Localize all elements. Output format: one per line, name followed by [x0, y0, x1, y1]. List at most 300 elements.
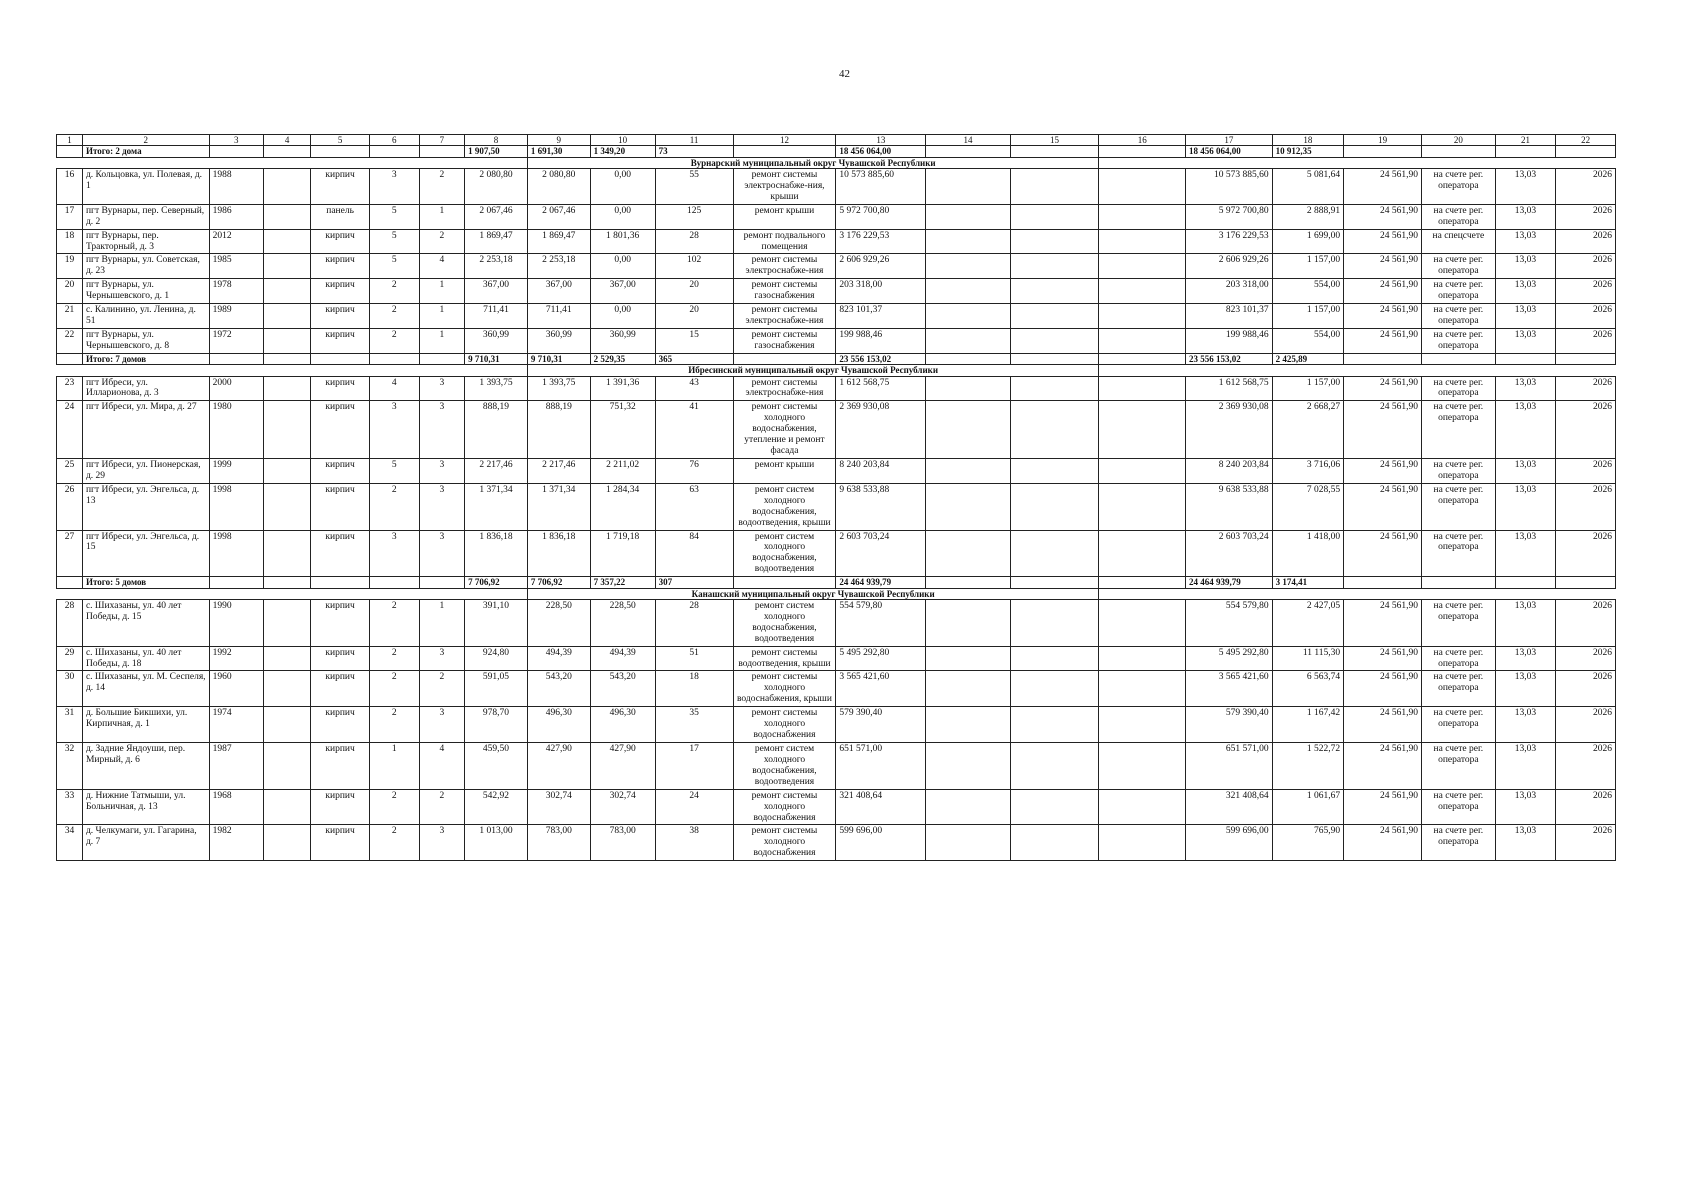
- total-value: 24 464 939,79: [1186, 577, 1273, 588]
- empty-cell: [926, 329, 1010, 354]
- year-renovated: [263, 789, 311, 825]
- empty-cell: [1010, 376, 1099, 401]
- residents: 43: [655, 376, 733, 401]
- owned-area: 367,00: [590, 279, 655, 304]
- table-row: [57, 329, 1616, 354]
- empty-cell: [926, 742, 1010, 789]
- address: пгт Ибреси, ул. Энгельса, д. 15: [82, 530, 209, 577]
- empty-cell: [1099, 376, 1186, 401]
- empty-cell: [1099, 599, 1186, 646]
- year-renovated: [263, 279, 311, 304]
- total-value: 24 464 939,79: [836, 577, 926, 588]
- residents: 24: [655, 789, 733, 825]
- empty-cell: [1099, 169, 1186, 205]
- owned-area: 543,20: [590, 671, 655, 707]
- residential-area: 711,41: [527, 304, 590, 329]
- total-value: 9 710,31: [465, 353, 528, 364]
- owned-area: 302,74: [590, 789, 655, 825]
- cost-per-sqm: 1 061,67: [1272, 789, 1343, 825]
- plan-year: 2026: [1556, 530, 1616, 577]
- empty-cell: [1099, 577, 1186, 588]
- wall-material: кирпич: [311, 530, 369, 577]
- row-number: 18: [57, 229, 83, 254]
- limit-per-sqm: 24 561,90: [1344, 707, 1422, 743]
- empty-cell: [209, 146, 263, 157]
- limit-per-sqm: 24 561,90: [1344, 789, 1422, 825]
- plan-year: 2026: [1556, 401, 1616, 459]
- empty-cell: [1010, 169, 1099, 205]
- residents: 28: [655, 229, 733, 254]
- limit-per-sqm: 24 561,90: [1344, 376, 1422, 401]
- row-number: 26: [57, 483, 83, 530]
- column-number: 1: [57, 135, 83, 146]
- floors: 2: [369, 789, 419, 825]
- empty-cell: [1099, 304, 1186, 329]
- total-area: 924,80: [465, 646, 528, 671]
- total-value: 1 691,30: [527, 146, 590, 157]
- empty-cell: [1099, 646, 1186, 671]
- table-row: [57, 229, 1616, 254]
- limit-per-sqm: 24 561,90: [1344, 169, 1422, 205]
- row-number: 34: [57, 825, 83, 861]
- empty-cell: [1010, 254, 1099, 279]
- empty-cell: [926, 577, 1010, 588]
- residential-area: 427,90: [527, 742, 590, 789]
- fund-method: на счете рег. оператора: [1422, 304, 1496, 329]
- column-number: 17: [1186, 135, 1273, 146]
- empty-cell: [1099, 459, 1186, 484]
- total-area: 459,50: [465, 742, 528, 789]
- owned-area: 228,50: [590, 599, 655, 646]
- entrances: 1: [419, 304, 464, 329]
- entrances: 3: [419, 825, 464, 861]
- row-number: 32: [57, 742, 83, 789]
- address: пгт Ибреси, ул. Илларионова, д. 3: [82, 376, 209, 401]
- residential-area: 496,30: [527, 707, 590, 743]
- residential-area: 360,99: [527, 329, 590, 354]
- total-value: 2 425,89: [1272, 353, 1343, 364]
- cost-per-sqm: 1 699,00: [1272, 229, 1343, 254]
- empty-cell: [263, 577, 311, 588]
- table-row: [57, 599, 1616, 646]
- empty-cell: [1010, 204, 1099, 229]
- empty-cell: [926, 146, 1010, 157]
- address: д. Большие Бикшихи, ул. Кирпичная, д. 1: [82, 707, 209, 743]
- wall-material: кирпич: [311, 599, 369, 646]
- year-renovated: [263, 229, 311, 254]
- limit-per-sqm: 24 561,90: [1344, 304, 1422, 329]
- column-number: 20: [1422, 135, 1496, 146]
- empty-cell: [1099, 588, 1616, 599]
- empty-cell: [926, 530, 1010, 577]
- table-row: [57, 169, 1616, 205]
- year-built: 1978: [209, 279, 263, 304]
- fund-method: на счете рег. оператора: [1422, 254, 1496, 279]
- total-area: 711,41: [465, 304, 528, 329]
- column-number: 3: [209, 135, 263, 146]
- cost-sum: 651 571,00: [1186, 742, 1273, 789]
- owned-area: 1 719,18: [590, 530, 655, 577]
- empty-cell: [369, 353, 419, 364]
- column-number: 8: [465, 135, 528, 146]
- empty-cell: [1010, 353, 1099, 364]
- owned-area: 2 211,02: [590, 459, 655, 484]
- column-number: 10: [590, 135, 655, 146]
- fund-method: на счете рег. оператора: [1422, 599, 1496, 646]
- contribution: 13,03: [1495, 229, 1556, 254]
- work-type: ремонт системы холодного водоснабжения: [733, 789, 836, 825]
- address: пгт Ибреси, ул. Мира, д. 27: [82, 401, 209, 459]
- contribution: 13,03: [1495, 825, 1556, 861]
- work-type: ремонт систем холодного водоснабжения, водоотведения: [733, 599, 836, 646]
- year-built: 1990: [209, 599, 263, 646]
- empty-cell: [1010, 146, 1099, 157]
- floors: 5: [369, 459, 419, 484]
- contribution: 13,03: [1495, 707, 1556, 743]
- total-area: 2 253,18: [465, 254, 528, 279]
- year-renovated: [263, 204, 311, 229]
- cost-total: 2 369 930,08: [836, 401, 926, 459]
- residential-area: 783,00: [527, 825, 590, 861]
- owned-area: 0,00: [590, 169, 655, 205]
- cost-sum: 1 612 568,75: [1186, 376, 1273, 401]
- year-built: 2012: [209, 229, 263, 254]
- owned-area: 360,99: [590, 329, 655, 354]
- total-label: Итого: 2 дома: [82, 146, 209, 157]
- residents: 17: [655, 742, 733, 789]
- address: пгт Вурнары, ул. Чернышевского, д. 8: [82, 329, 209, 354]
- floors: 3: [369, 169, 419, 205]
- total-area: 2 217,46: [465, 459, 528, 484]
- floors: 2: [369, 483, 419, 530]
- fund-method: на счете рег. оператора: [1422, 789, 1496, 825]
- table-row: [57, 646, 1616, 671]
- fund-method: на счете рег. оператора: [1422, 646, 1496, 671]
- table-row: [57, 530, 1616, 577]
- work-type: ремонт системы водоотведения, крыши: [733, 646, 836, 671]
- entrances: 1: [419, 204, 464, 229]
- limit-per-sqm: 24 561,90: [1344, 279, 1422, 304]
- plan-year: 2026: [1556, 459, 1616, 484]
- wall-material: кирпич: [311, 789, 369, 825]
- plan-year: 2026: [1556, 742, 1616, 789]
- year-built: 1992: [209, 646, 263, 671]
- total-value: 18 456 064,00: [1186, 146, 1273, 157]
- column-number: 2: [82, 135, 209, 146]
- empty-cell: [733, 577, 836, 588]
- floors: 2: [369, 825, 419, 861]
- floors: 3: [369, 401, 419, 459]
- column-number: 11: [655, 135, 733, 146]
- empty-cell: [1099, 707, 1186, 743]
- contribution: 13,03: [1495, 742, 1556, 789]
- cost-total: 203 318,00: [836, 279, 926, 304]
- address: д. Нижние Татмыши, ул. Больничная, д. 13: [82, 789, 209, 825]
- column-number: 9: [527, 135, 590, 146]
- residents: 18: [655, 671, 733, 707]
- limit-per-sqm: 24 561,90: [1344, 646, 1422, 671]
- empty-cell: [1010, 229, 1099, 254]
- floors: 3: [369, 530, 419, 577]
- empty-cell: [926, 376, 1010, 401]
- residents: 41: [655, 401, 733, 459]
- cost-per-sqm: 554,00: [1272, 279, 1343, 304]
- empty-cell: [926, 459, 1010, 484]
- empty-cell: [311, 146, 369, 157]
- empty-cell: [926, 304, 1010, 329]
- year-built: 2000: [209, 376, 263, 401]
- empty-cell: [311, 353, 369, 364]
- cost-per-sqm: 2 888,91: [1272, 204, 1343, 229]
- empty-cell: [1099, 229, 1186, 254]
- row-number: 27: [57, 530, 83, 577]
- fund-method: на счете рег. оператора: [1422, 671, 1496, 707]
- year-renovated: [263, 483, 311, 530]
- plan-year: 2026: [1556, 789, 1616, 825]
- total-value: 7 706,92: [465, 577, 528, 588]
- year-renovated: [263, 599, 311, 646]
- column-number: 14: [926, 135, 1010, 146]
- residents: 20: [655, 304, 733, 329]
- empty-cell: [1010, 671, 1099, 707]
- address: с. Шихазаны, ул. 40 лет Победы, д. 18: [82, 646, 209, 671]
- cost-per-sqm: 1 157,00: [1272, 304, 1343, 329]
- empty-cell: [1099, 671, 1186, 707]
- empty-cell: [1099, 204, 1186, 229]
- empty-cell: [1099, 742, 1186, 789]
- residential-area: 1 371,34: [527, 483, 590, 530]
- owned-area: 1 391,36: [590, 376, 655, 401]
- plan-year: 2026: [1556, 646, 1616, 671]
- work-type: ремонт крыши: [733, 459, 836, 484]
- empty-cell: [926, 401, 1010, 459]
- empty-cell: [209, 353, 263, 364]
- floors: 2: [369, 671, 419, 707]
- total-value: 23 556 153,02: [836, 353, 926, 364]
- cost-per-sqm: 3 716,06: [1272, 459, 1343, 484]
- fund-method: на счете рег. оператора: [1422, 376, 1496, 401]
- total-value: 365: [655, 353, 733, 364]
- wall-material: кирпич: [311, 376, 369, 401]
- total-label: Итого: 5 домов: [82, 577, 209, 588]
- empty-cell: [1556, 146, 1616, 157]
- table-row: [57, 204, 1616, 229]
- plan-year: 2026: [1556, 169, 1616, 205]
- entrances: 1: [419, 279, 464, 304]
- floors: 1: [369, 742, 419, 789]
- empty-cell: [1422, 577, 1496, 588]
- total-area: 888,19: [465, 401, 528, 459]
- work-type: ремонт системы газоснабжения: [733, 329, 836, 354]
- cost-total: 823 101,37: [836, 304, 926, 329]
- year-renovated: [263, 254, 311, 279]
- address: с. Шихазаны, ул. М. Сеспеля, д. 14: [82, 671, 209, 707]
- table-row: [57, 789, 1616, 825]
- section-title: Вурнарский муниципальный округ Чувашской Республики: [527, 157, 1099, 168]
- residents: 38: [655, 825, 733, 861]
- cost-per-sqm: 6 563,74: [1272, 671, 1343, 707]
- total-label: Итого: 7 домов: [82, 353, 209, 364]
- year-built: 1985: [209, 254, 263, 279]
- entrances: 2: [419, 169, 464, 205]
- empty-cell: [419, 353, 464, 364]
- wall-material: кирпич: [311, 254, 369, 279]
- year-built: 1999: [209, 459, 263, 484]
- total-area: 367,00: [465, 279, 528, 304]
- row-number: 24: [57, 401, 83, 459]
- cost-per-sqm: 2 427,05: [1272, 599, 1343, 646]
- empty-cell: [1010, 401, 1099, 459]
- floors: 5: [369, 204, 419, 229]
- year-renovated: [263, 459, 311, 484]
- table-row: [57, 707, 1616, 743]
- total-area: 978,70: [465, 707, 528, 743]
- section-title: Ибресинский муниципальный округ Чувашской Республики: [527, 365, 1099, 376]
- total-area: 391,10: [465, 599, 528, 646]
- empty-cell: [1010, 530, 1099, 577]
- empty-cell: [1556, 577, 1616, 588]
- plan-year: 2026: [1556, 279, 1616, 304]
- empty-cell: [369, 577, 419, 588]
- empty-cell: [1010, 646, 1099, 671]
- empty-cell: [1344, 146, 1422, 157]
- entrances: 2: [419, 229, 464, 254]
- column-number: 12: [733, 135, 836, 146]
- cost-sum: 203 318,00: [1186, 279, 1273, 304]
- floors: 4: [369, 376, 419, 401]
- address: пгт Вурнары, ул. Чернышевского, д. 1: [82, 279, 209, 304]
- address: д. Кольцовка, ул. Полевая, д. 1: [82, 169, 209, 205]
- year-renovated: [263, 707, 311, 743]
- year-built: 1968: [209, 789, 263, 825]
- contribution: 13,03: [1495, 329, 1556, 354]
- table-row: [57, 401, 1616, 459]
- empty-cell: [1010, 483, 1099, 530]
- cost-total: 321 408,64: [836, 789, 926, 825]
- entrances: 3: [419, 707, 464, 743]
- cost-sum: 321 408,64: [1186, 789, 1273, 825]
- total-area: 2 080,80: [465, 169, 528, 205]
- wall-material: панель: [311, 204, 369, 229]
- owned-area: 494,39: [590, 646, 655, 671]
- year-built: 1974: [209, 707, 263, 743]
- total-area: 591,05: [465, 671, 528, 707]
- fund-method: на счете рег. оператора: [1422, 825, 1496, 861]
- plan-year: 2026: [1556, 254, 1616, 279]
- owned-area: 1 284,34: [590, 483, 655, 530]
- table-row: [57, 483, 1616, 530]
- contribution: 13,03: [1495, 646, 1556, 671]
- cost-per-sqm: 1 167,42: [1272, 707, 1343, 743]
- year-built: 1982: [209, 825, 263, 861]
- empty-cell: [1010, 742, 1099, 789]
- residents: 76: [655, 459, 733, 484]
- empty-cell: [369, 146, 419, 157]
- empty-cell: [733, 146, 836, 157]
- year-renovated: [263, 401, 311, 459]
- cost-total: 2 603 703,24: [836, 530, 926, 577]
- contribution: 13,03: [1495, 530, 1556, 577]
- cost-per-sqm: 1 418,00: [1272, 530, 1343, 577]
- table-row: [57, 376, 1616, 401]
- empty-cell: [57, 157, 528, 168]
- empty-cell: [57, 365, 528, 376]
- empty-cell: [1495, 577, 1556, 588]
- table-body: [57, 146, 1616, 861]
- floors: 2: [369, 646, 419, 671]
- row-number: 30: [57, 671, 83, 707]
- empty-cell: [57, 588, 528, 599]
- section-heading-row: [57, 588, 1616, 599]
- fund-method: на счете рег. оператора: [1422, 279, 1496, 304]
- fund-method: на спецсчете: [1422, 229, 1496, 254]
- cost-sum: 2 369 930,08: [1186, 401, 1273, 459]
- work-type: ремонт систем холодного водоснабжения, водоотведения, крыши: [733, 483, 836, 530]
- total-area: 1 013,00: [465, 825, 528, 861]
- owned-area: 1 801,36: [590, 229, 655, 254]
- row-number: 22: [57, 329, 83, 354]
- residents: 51: [655, 646, 733, 671]
- plan-year: 2026: [1556, 204, 1616, 229]
- limit-per-sqm: 24 561,90: [1344, 401, 1422, 459]
- plan-year: 2026: [1556, 671, 1616, 707]
- table-row: [57, 825, 1616, 861]
- cost-per-sqm: 2 668,27: [1272, 401, 1343, 459]
- limit-per-sqm: 24 561,90: [1344, 204, 1422, 229]
- limit-per-sqm: 24 561,90: [1344, 671, 1422, 707]
- section-heading-row: [57, 157, 1616, 168]
- fund-method: на счете рег. оператора: [1422, 742, 1496, 789]
- year-built: 1987: [209, 742, 263, 789]
- empty-cell: [1099, 530, 1186, 577]
- residential-area: 2 080,80: [527, 169, 590, 205]
- entrances: 3: [419, 376, 464, 401]
- empty-cell: [1344, 353, 1422, 364]
- wall-material: кирпич: [311, 169, 369, 205]
- empty-cell: [1099, 365, 1616, 376]
- year-renovated: [263, 671, 311, 707]
- entrances: 3: [419, 401, 464, 459]
- empty-cell: [1010, 329, 1099, 354]
- total-value: 7 706,92: [527, 577, 590, 588]
- owned-area: 0,00: [590, 254, 655, 279]
- table-row: [57, 254, 1616, 279]
- empty-cell: [1099, 825, 1186, 861]
- empty-cell: [1099, 353, 1186, 364]
- residents: 63: [655, 483, 733, 530]
- row-number: 23: [57, 376, 83, 401]
- section-title: Канашский муниципальный округ Чувашской Республики: [527, 588, 1099, 599]
- fund-method: на счете рег. оператора: [1422, 329, 1496, 354]
- empty-cell: [1495, 146, 1556, 157]
- total-value: 3 174,41: [1272, 577, 1343, 588]
- empty-cell: [1010, 707, 1099, 743]
- cost-sum: 5 972 700,80: [1186, 204, 1273, 229]
- table-row: [57, 742, 1616, 789]
- empty-cell: [1010, 599, 1099, 646]
- row-number: 16: [57, 169, 83, 205]
- residential-area: 367,00: [527, 279, 590, 304]
- address: пгт Вурнары, пер. Северный, д. 2: [82, 204, 209, 229]
- column-number: 19: [1344, 135, 1422, 146]
- address: с. Калинино, ул. Ленина, д. 51: [82, 304, 209, 329]
- empty-cell: [1422, 353, 1496, 364]
- residential-area: 2 067,46: [527, 204, 590, 229]
- floors: 5: [369, 229, 419, 254]
- wall-material: кирпич: [311, 671, 369, 707]
- total-value: 2 529,35: [590, 353, 655, 364]
- cost-total: 5 495 292,80: [836, 646, 926, 671]
